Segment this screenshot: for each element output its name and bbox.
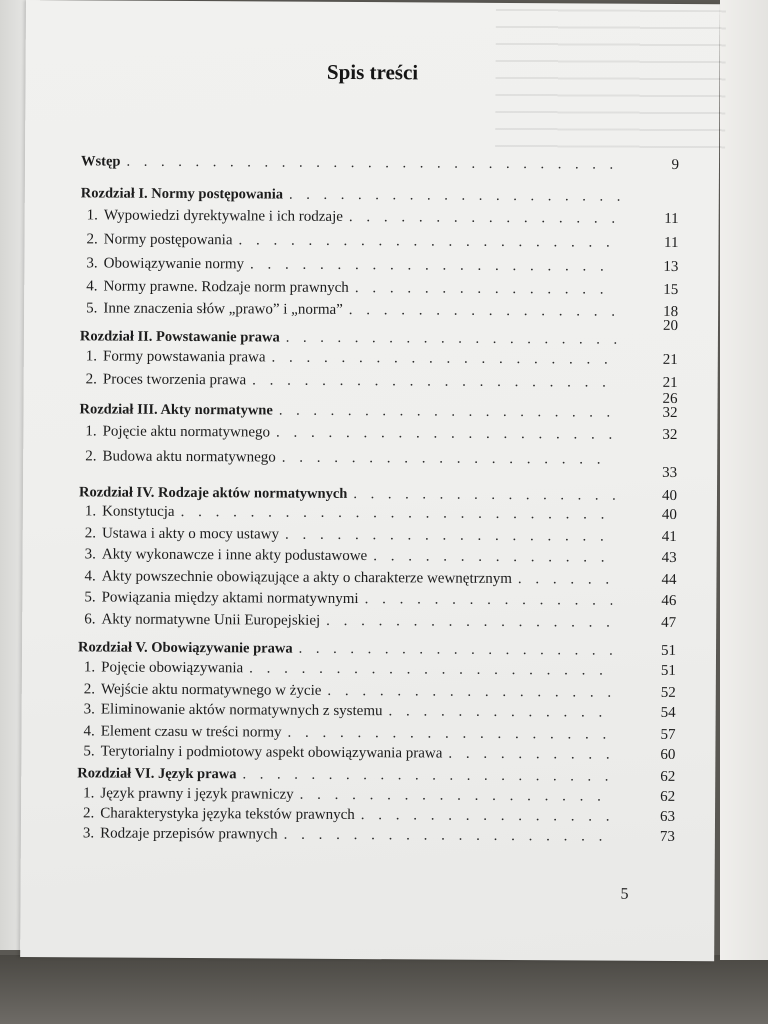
toc-leader-dots <box>287 724 611 745</box>
toc-page-number: 32 <box>662 426 678 443</box>
toc-leader-dots <box>448 745 611 765</box>
toc-chapter-title: Rozdział V. Obowiązywanie prawa <box>77 639 293 657</box>
toc-page-number: 20 <box>662 317 679 334</box>
toc-leader-dots <box>365 590 613 611</box>
toc-page-number: 32 <box>662 404 678 421</box>
toc-item-title: Obowiązywanie normy <box>103 255 245 273</box>
toc-line <box>79 400 623 422</box>
toc-item-row <box>21 742 715 766</box>
toc-page-number: 21 <box>662 351 678 368</box>
toc-leader-dots <box>327 682 611 703</box>
toc-page-number: 9 <box>671 156 680 173</box>
toc-item-number: 6. <box>84 611 96 628</box>
toc-item-number: 2. <box>86 231 98 248</box>
toc-item-number: 1. <box>85 423 97 440</box>
toc-item-number: 4. <box>84 568 96 585</box>
toc-line <box>86 254 614 276</box>
toc-page-number: 40 <box>661 487 678 504</box>
toc-item-row <box>22 700 716 724</box>
toc-leader-dots <box>373 547 613 567</box>
toc-item-number: 1. <box>83 785 95 802</box>
toc-leader-dots <box>249 659 612 680</box>
toc-item-number: 1. <box>86 207 98 224</box>
toc-item-title: Wypowiedzi dyrektywalne i ich rodzaje <box>103 207 343 225</box>
toc-item-number: 3. <box>86 255 98 272</box>
toc-item-title: Akty powszechnie obowiązujące a akty o charakterze wewnętrznym <box>101 568 513 587</box>
toc-item-row <box>22 588 716 612</box>
toc-item-row <box>22 567 716 591</box>
toc-page-number: 40 <box>661 506 677 523</box>
toc-page-only-row <box>23 460 717 484</box>
toc-page-number: 11 <box>664 234 679 251</box>
toc-item-number: 1. <box>85 348 98 365</box>
toc-chapter-row <box>25 184 719 208</box>
toc-item-title: Język prawny i język prawniczy <box>100 785 294 803</box>
toc-leader-dots <box>126 153 625 175</box>
toc-item-row <box>23 545 717 569</box>
toc-line <box>83 824 611 846</box>
toc-chapter-title: Rozdział I. Normy postępowania <box>80 185 284 203</box>
toc-line <box>84 700 612 722</box>
toc-page-number: 18 <box>663 303 679 320</box>
toc-chapter-title: Rozdział IV. Rodzaje aktów normatywnych <box>78 484 348 502</box>
toc-leader-dots <box>353 485 623 506</box>
toc-leader-dots <box>276 424 613 445</box>
toc-line <box>85 545 613 567</box>
toc-page-number: 60 <box>660 746 676 763</box>
toc-line <box>84 658 612 680</box>
toc-leader-dots <box>286 329 624 350</box>
toc-item-row <box>22 610 716 634</box>
toc-item-title: Budowa aktu normatywnego <box>102 448 276 466</box>
toc-page-number: 11 <box>664 210 679 227</box>
toc-page-number: 51 <box>660 642 677 659</box>
toc-item-number: 1. <box>83 659 96 676</box>
toc-item-number: 1. <box>84 503 97 520</box>
toc-item-title: Normy prawne. Rodzaje norm prawnych <box>103 278 349 296</box>
toc-leader-dots <box>361 806 611 827</box>
toc-item-row <box>24 254 718 278</box>
toc-chapter-title: Rozdział VI. Język prawa <box>77 765 237 783</box>
toc-page-number: 54 <box>660 704 676 721</box>
toc-leader-dots <box>181 503 613 525</box>
toc-item-number: 3. <box>82 825 95 842</box>
toc-item-title: Pojęcie aktu normatywnego <box>102 423 271 441</box>
toc-item-title: Wejście aktu normatywnego w życie <box>100 681 322 699</box>
toc-item-number: 4. <box>86 278 98 295</box>
toc-item-number: 2. <box>83 681 96 698</box>
toc-chapter-title: Wstęp <box>80 153 121 170</box>
toc-item-number: 3. <box>84 546 96 563</box>
toc-page-number: 15 <box>663 281 679 298</box>
toc-item-number: 5. <box>84 589 96 606</box>
toc-page-number: 63 <box>659 808 676 825</box>
book-page <box>20 0 720 961</box>
toc-item-number: 2. <box>84 525 97 542</box>
toc-page-number: 57 <box>660 726 676 743</box>
toc-page-number: 44 <box>661 571 677 588</box>
toc-leader-dots <box>238 231 614 252</box>
toc-item-row <box>24 277 718 301</box>
toc-line <box>81 152 625 174</box>
toc-item-title: Element czasu w treści normy <box>100 723 282 741</box>
toc-item-row <box>23 524 717 548</box>
toc-line <box>84 588 612 610</box>
toc-item-number: 5. <box>86 300 98 317</box>
toc-leader-dots <box>349 208 615 229</box>
toc-line <box>86 230 614 252</box>
toc-line <box>87 206 615 228</box>
toc-page-number: 46 <box>661 592 677 609</box>
toc-item-title: Konstytucja <box>102 503 175 520</box>
toc-line <box>85 422 613 444</box>
page-title: Spis treści <box>326 59 419 85</box>
toc-page-number: 43 <box>661 549 677 566</box>
toc-leader-dots <box>271 349 613 370</box>
toc-page-number: 21 <box>662 374 678 391</box>
toc-line <box>84 567 612 589</box>
toc-leader-dots <box>518 570 613 590</box>
toc-chapter-title: Rozdział II. Powstawanie prawa <box>79 328 280 346</box>
toc-page-number: 52 <box>660 684 676 701</box>
toc-item-row <box>23 502 717 526</box>
toc-item-row <box>23 422 717 446</box>
toc-leader-dots <box>299 640 623 661</box>
toc-page-number: 62 <box>660 768 676 785</box>
toc-item-number: 2. <box>82 805 95 822</box>
toc-leader-dots <box>285 526 613 547</box>
toc-item-title: Pojęcie obowiązywania <box>101 659 244 677</box>
toc-item-title: Akty wykonawcze i inne akty podustawowe <box>101 546 368 565</box>
toc-item-title: Charakterystyka języka tekstów prawnych <box>100 805 355 824</box>
toc-item-title: Eliminowanie aktów normatywnych z systemu <box>100 701 383 720</box>
toc-leader-dots <box>289 186 625 207</box>
toc-page-number: 33 <box>662 464 678 481</box>
toc-item-row <box>24 347 718 371</box>
toc-leader-dots <box>388 702 611 722</box>
toc-line <box>84 680 612 702</box>
toc-item-title: Inne znaczenia słów „prawo” i „norma” <box>103 300 343 318</box>
toc-item-row <box>21 824 715 848</box>
toc-leader-dots <box>284 826 611 847</box>
toc-item-number: 3. <box>83 701 95 718</box>
toc-line <box>80 327 624 349</box>
toc-item-title: Ustawa i akty o mocy ustawy <box>101 525 280 543</box>
toc-item-title: Proces tworzenia prawa <box>102 371 247 389</box>
toc-line <box>85 524 613 546</box>
toc-line <box>83 784 611 806</box>
toc-item-title: Terytorialny i podmiotowy aspekt obowiązywania prawa <box>100 743 443 762</box>
toc-leader-dots <box>250 255 614 276</box>
toc-leader-dots <box>355 279 615 300</box>
toc-chapter-title: Rozdział III. Akty normatywne <box>79 401 273 419</box>
toc-page-number: 41 <box>661 528 677 545</box>
toc-item-title: Akty normatywne Unii Europejskiej <box>101 611 321 629</box>
toc-item-number: 4. <box>83 723 95 740</box>
toc-item-number: 2. <box>85 448 97 465</box>
toc-line <box>86 347 614 369</box>
toc-item-number: 5. <box>83 743 95 760</box>
table-surface <box>0 955 768 1024</box>
toc-line <box>78 638 622 660</box>
toc-chapter-row <box>25 152 719 176</box>
toc-line <box>83 804 611 826</box>
toc-line <box>77 764 621 786</box>
toc-item-title: Formy powstawania prawa <box>103 348 266 366</box>
toc-page-number: 62 <box>660 788 676 805</box>
toc-item-row <box>24 230 718 254</box>
toc-line <box>84 610 612 632</box>
toc-item-title: Powiązania między aktami normatywnymi <box>101 589 359 608</box>
toc-line <box>83 742 611 764</box>
toc-item-row <box>22 658 716 682</box>
right-page-edge <box>720 0 768 960</box>
toc-line <box>85 502 613 524</box>
toc-line <box>83 722 611 744</box>
toc-item-title: Normy postępowania <box>103 231 233 249</box>
toc-line <box>81 184 625 206</box>
page-number: 5 <box>620 885 629 903</box>
toc-leader-dots <box>242 765 621 786</box>
toc-leader-dots <box>326 612 612 633</box>
toc-page-number: 51 <box>660 662 676 679</box>
toc-item-number: 2. <box>85 371 97 388</box>
toc-chapter-row <box>23 400 717 424</box>
toc-page-number: 26 <box>662 390 678 407</box>
toc-page-number: 73 <box>659 828 675 845</box>
toc-line <box>86 277 614 299</box>
toc-page-number: 13 <box>663 258 679 275</box>
toc-page-number: 47 <box>661 614 677 631</box>
toc-item-title: Rodzaje przepisów prawnych <box>100 825 278 843</box>
toc-item-row <box>25 206 719 230</box>
toc-leader-dots <box>279 402 624 423</box>
toc-leader-dots <box>300 786 612 807</box>
